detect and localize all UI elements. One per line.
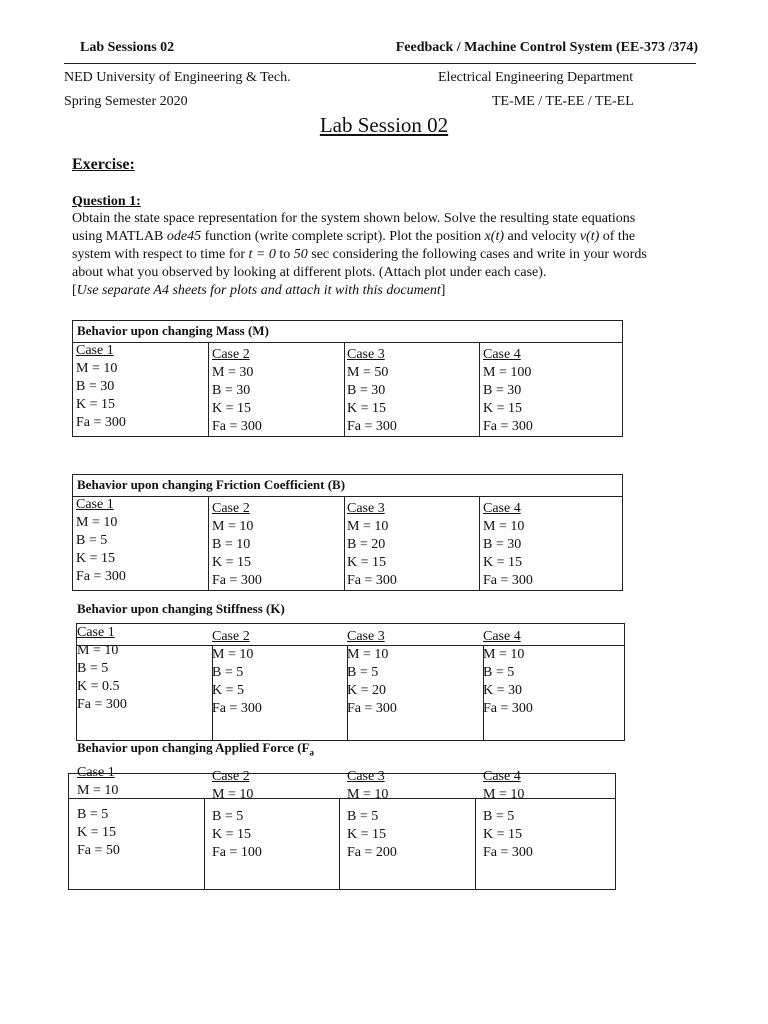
- table-force-heading: [77, 740, 314, 758]
- case-value: K = 30: [483, 683, 523, 698]
- case-value: M = 50: [347, 365, 389, 380]
- case-value: M = 10: [212, 787, 254, 802]
- col-divider: [208, 497, 209, 590]
- case-value: M = 10: [347, 519, 389, 534]
- case-value: M = 10: [76, 361, 118, 376]
- case-value: K = 20: [347, 683, 387, 698]
- case-value: K = 15: [483, 401, 523, 416]
- case-value: Fa = 300: [347, 573, 397, 588]
- case-value: Fa = 300: [212, 419, 262, 434]
- col-divider: [479, 343, 480, 436]
- case-cell: [77, 624, 127, 714]
- case-value: B = 30: [483, 537, 522, 552]
- case-value: M = 10: [212, 519, 254, 534]
- case-value: Fa = 300: [483, 419, 533, 434]
- case-label: Case 1: [76, 343, 114, 358]
- case-cell: [212, 346, 262, 436]
- table-stiffness-heading: Behavior upon changing Stiffness (K): [77, 601, 285, 616]
- case-value: M = 10: [483, 787, 525, 802]
- case-value: M = 10: [76, 515, 118, 530]
- case-value: B = 5: [77, 661, 109, 676]
- university-name: NED University of Engineering & Tech.: [64, 70, 291, 85]
- case-cell: [483, 628, 533, 718]
- case-label: Case 4: [483, 347, 521, 362]
- case-label: Case 2: [212, 501, 250, 516]
- col-divider: [475, 798, 476, 889]
- case-value: Fa = 300: [483, 701, 533, 716]
- header-rule: [64, 63, 696, 64]
- case-value: K = 0.5: [77, 679, 120, 694]
- case-value: K = 15: [483, 827, 523, 842]
- col-divider: [344, 343, 345, 436]
- col-divider: [208, 343, 209, 436]
- case-value: K = 15: [76, 397, 116, 412]
- case-value: Fa = 300: [347, 419, 397, 434]
- question-line-1: Obtain the state space representation for the system shown below. Solve the resulting state equations: [72, 211, 636, 226]
- table-force: [68, 765, 616, 890]
- case-value: B = 30: [212, 383, 251, 398]
- question-line-3: system with respect to time for t = 0 to 50 sec considering the following cases and write in your words: [72, 247, 647, 262]
- table-mass: [72, 320, 623, 437]
- case-cell: [76, 496, 126, 586]
- case-value: B = 5: [77, 807, 109, 822]
- case-value: Fa = 300: [212, 701, 262, 716]
- table-mass-heading: Behavior upon changing Mass (M): [73, 321, 622, 343]
- case-label: Case 2: [212, 769, 250, 784]
- case-label: Case 2: [212, 347, 250, 362]
- case-value: B = 10: [212, 537, 251, 552]
- case-value: M = 10: [347, 787, 389, 802]
- case-value: M = 10: [347, 647, 389, 662]
- case-value: K = 15: [212, 827, 252, 842]
- case-cell: [212, 628, 262, 718]
- case-value: M = 10: [77, 783, 119, 798]
- question-line-2: using MATLAB ode45 function (write complete script). Plot the position x(t) and velocity v(t) of the: [72, 229, 636, 244]
- case-value: B = 30: [76, 379, 115, 394]
- case-cell: [77, 764, 120, 860]
- case-cell: [347, 768, 397, 862]
- case-value: K = 15: [212, 401, 252, 416]
- case-value: B = 30: [483, 383, 522, 398]
- row-divider: [69, 798, 615, 799]
- case-value: M = 10: [77, 643, 119, 658]
- case-label: Case 1: [77, 765, 115, 780]
- case-label: Case 1: [77, 625, 115, 640]
- exercise-heading: Exercise:: [72, 156, 135, 173]
- case-value: Fa = 300: [483, 845, 533, 860]
- col-divider: [339, 798, 340, 889]
- case-value: K = 15: [483, 555, 523, 570]
- case-value: M = 10: [212, 647, 254, 662]
- case-value: K = 15: [347, 401, 387, 416]
- case-value: Fa = 50: [77, 843, 120, 858]
- table-friction-heading: Behavior upon changing Friction Coefficient (B): [73, 475, 622, 497]
- case-cell: [483, 346, 533, 436]
- case-cell: [347, 500, 397, 590]
- case-value: Fa = 300: [483, 573, 533, 588]
- case-value: B = 5: [76, 533, 108, 548]
- table-stiffness: [76, 623, 625, 741]
- header-right: Feedback / Machine Control System (EE-373 /374): [395, 40, 698, 55]
- case-label: Case 3: [347, 629, 385, 644]
- case-label: Case 3: [347, 501, 385, 516]
- case-value: K = 5: [212, 683, 245, 698]
- case-value: Fa = 300: [76, 415, 126, 430]
- col-divider: [204, 798, 205, 889]
- case-cell: [483, 768, 533, 862]
- case-value: M = 100: [483, 365, 532, 380]
- case-label: Case 1: [76, 497, 114, 512]
- case-value: B = 5: [347, 665, 379, 680]
- department-name: Electrical Engineering Department: [438, 70, 634, 85]
- case-value: K = 15: [76, 551, 116, 566]
- question-line-4: about what you observed by looking at different plots. (Attach plot under each case).: [72, 265, 547, 280]
- case-value: K = 15: [77, 825, 117, 840]
- case-cell: [76, 342, 126, 432]
- case-value: Fa = 300: [77, 697, 127, 712]
- case-value: B = 5: [483, 665, 515, 680]
- case-label: Case 4: [483, 769, 521, 784]
- case-value: Fa = 100: [212, 845, 262, 860]
- case-value: M = 10: [483, 519, 525, 534]
- table-friction: [72, 474, 623, 591]
- case-value: M = 10: [483, 647, 525, 662]
- case-label: Case 3: [347, 347, 385, 362]
- question-label: Question 1:: [72, 194, 141, 209]
- table-force-heading-subscript: a: [309, 747, 314, 758]
- case-value: Fa = 200: [347, 845, 397, 860]
- header-left: Lab Sessions 02: [80, 40, 175, 55]
- case-label: Case 4: [483, 501, 521, 516]
- case-value: B = 5: [483, 809, 515, 824]
- case-label: Case 2: [212, 629, 250, 644]
- col-divider: [479, 497, 480, 590]
- case-value: K = 15: [347, 827, 387, 842]
- case-cell: [347, 346, 397, 436]
- case-value: B = 30: [347, 383, 386, 398]
- page-title: Lab Session 02: [319, 113, 449, 137]
- case-value: K = 15: [347, 555, 387, 570]
- question-text: [72, 210, 712, 300]
- col-divider: [344, 497, 345, 590]
- case-value: Fa = 300: [347, 701, 397, 716]
- semester: Spring Semester 2020: [64, 94, 188, 109]
- case-label: Case 4: [483, 629, 521, 644]
- case-value: M = 30: [212, 365, 254, 380]
- case-cell: [212, 768, 262, 862]
- case-value: B = 5: [212, 809, 244, 824]
- case-cell: [212, 500, 262, 590]
- question-line-5: [Use separate A4 sheets for plots and attach it with this document]: [72, 283, 446, 298]
- case-label: Case 3: [347, 769, 385, 784]
- programs: TE-ME / TE-EE / TE-EL: [492, 94, 634, 109]
- case-cell: [347, 628, 397, 718]
- case-value: K = 15: [212, 555, 252, 570]
- case-value: B = 5: [212, 665, 244, 680]
- case-cell: [483, 500, 533, 590]
- case-value: Fa = 300: [76, 569, 126, 584]
- case-value: B = 20: [347, 537, 386, 552]
- case-value: Fa = 300: [212, 573, 262, 588]
- case-value: B = 5: [347, 809, 379, 824]
- table-force-heading-text: Behavior upon changing Applied Force (F: [77, 740, 310, 755]
